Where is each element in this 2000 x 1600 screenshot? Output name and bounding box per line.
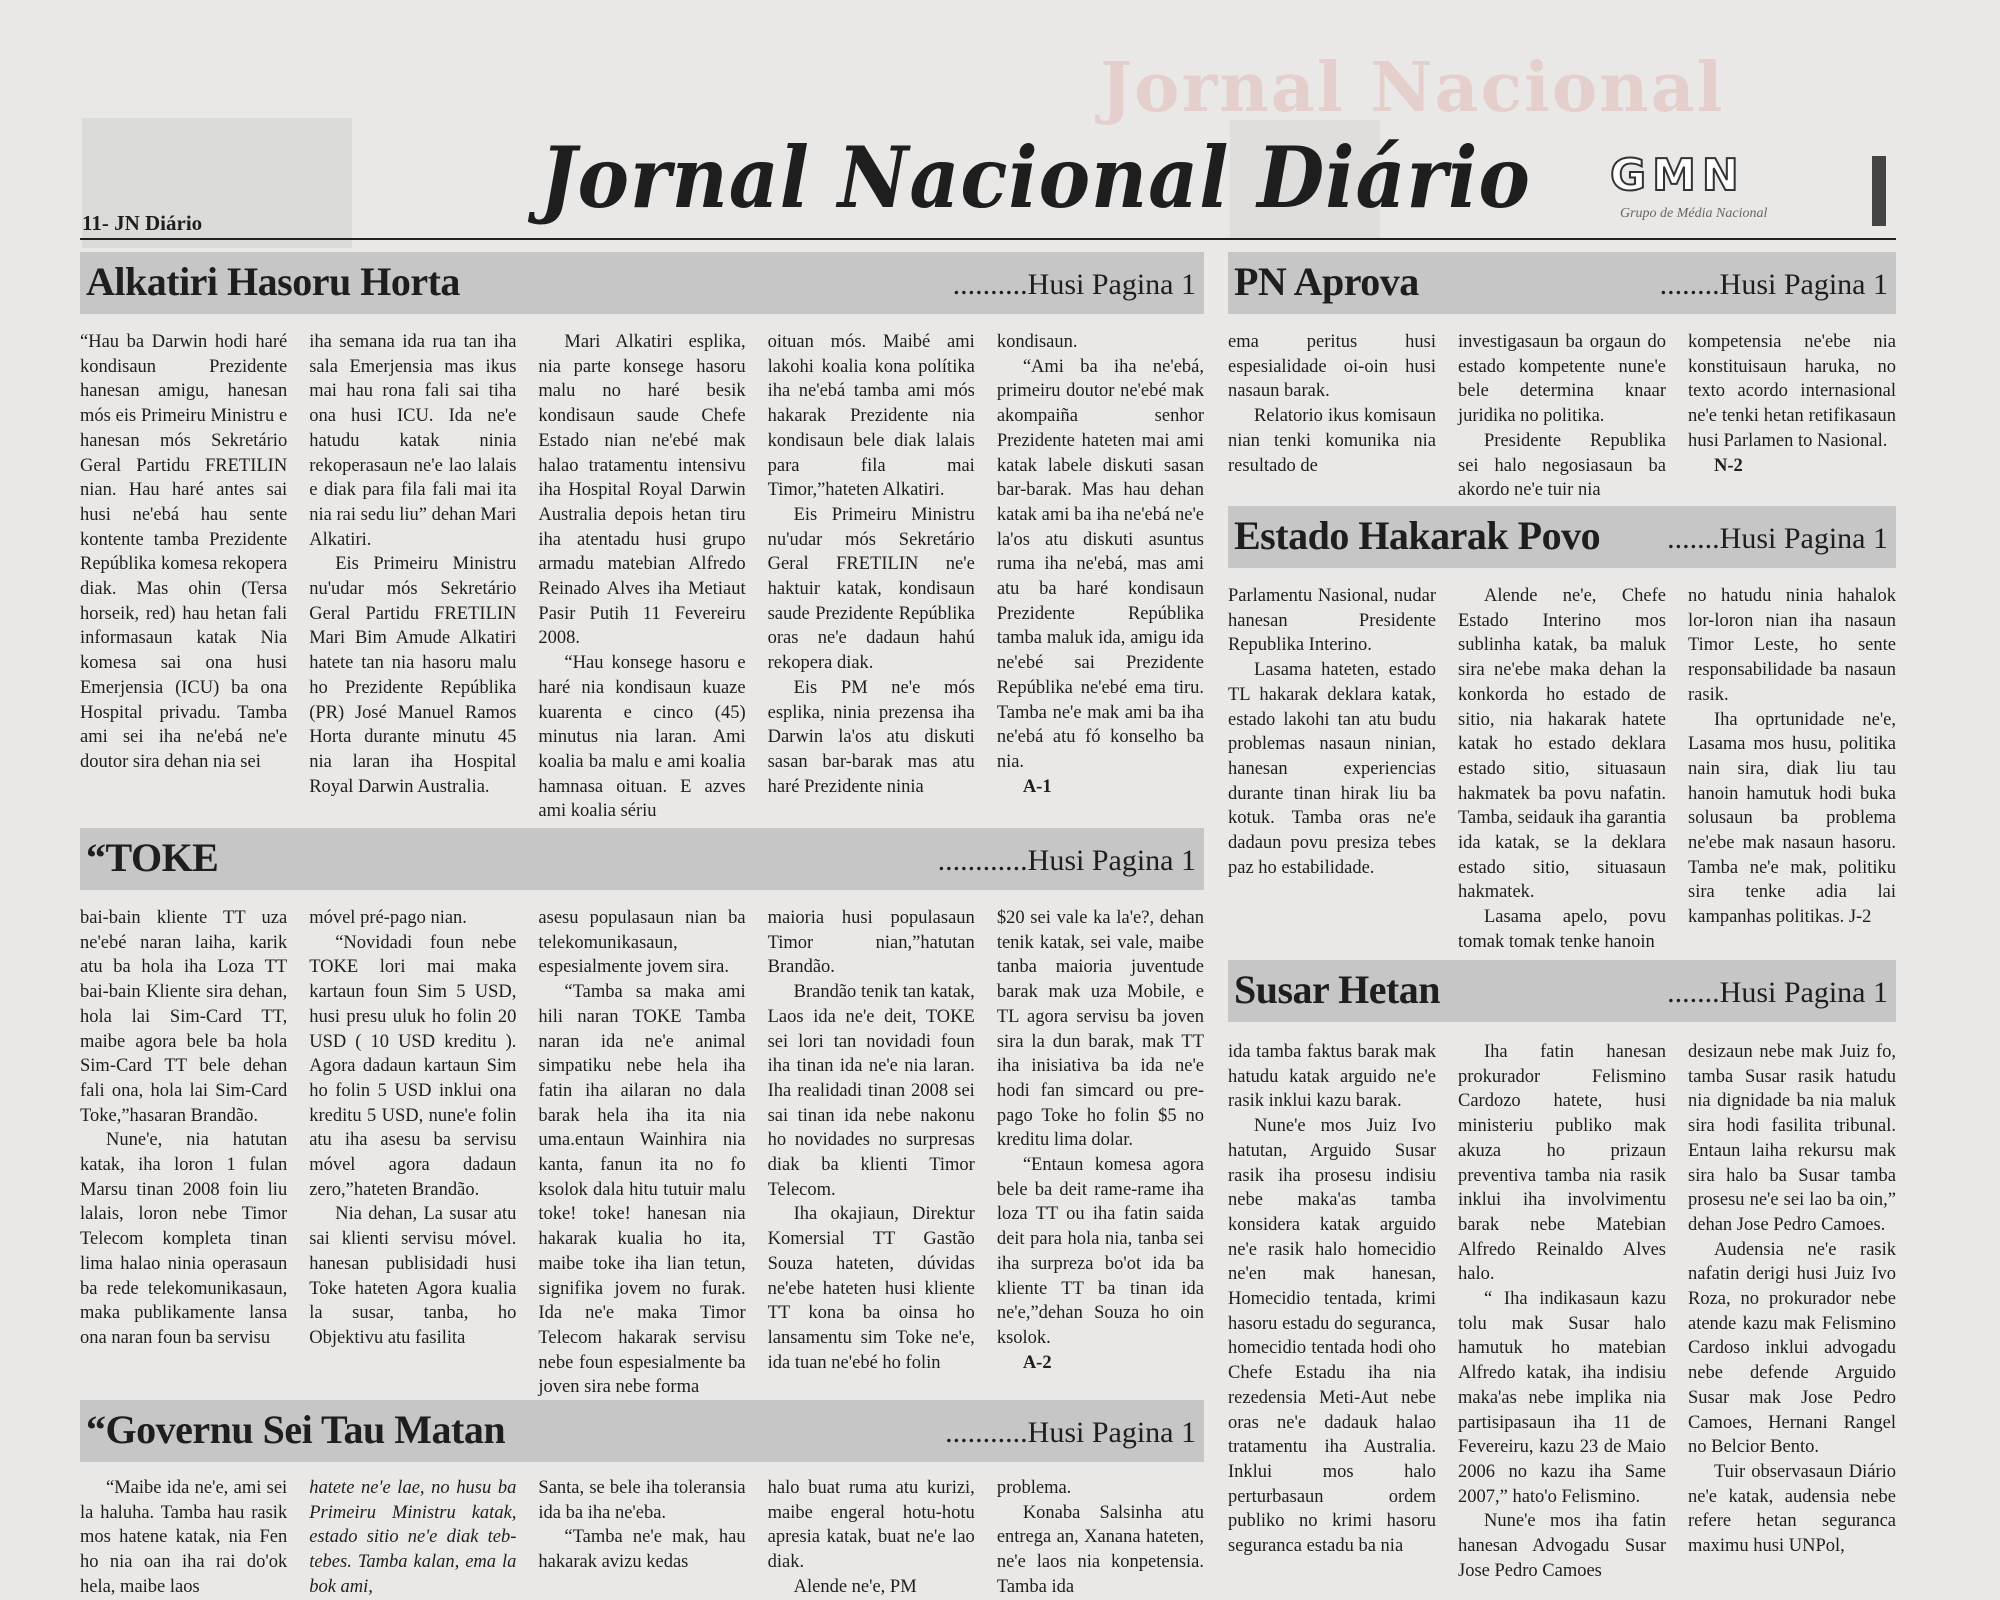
paragraph: Nune'e mos iha fatin hanesan Advogadu Susar Jose Pedro Camoes: [1458, 1511, 1666, 1581]
story-columns: [1228, 584, 1896, 960]
story-column: [768, 906, 975, 1400]
paragraph: Alende ne'e, Chefe Estado Interino mos sublinha katak, ba maluk sira ne'ebe maka dehan la konkorda ho estado de sitio, nia hakarak hatete katak ho estado deklara estado sitio, situasaun hakmatek ba povu nafatin. Tamba, seidauk iha garantia ida katak, se la deklara estado sitio, situasaun hakmatek.: [1458, 586, 1666, 903]
paragraph: kompetensia ne'ebe nia konstituisaun haruka, no texto acordo internasional ne'e tenki hetan retifikasaun husi Parlamen to Nasional.: [1688, 332, 1896, 451]
paragraph: “Ami ba iha ne'ebá, primeiru doutor ne'ebé mak akompaiña senhor Prezidente hateten mai ami katak labele diskuti sasan bar-barak. Mas hau dehan katak ami ba iha ne'ebá ne'e la'os atu diskuti asuntus ruma iha ne'ebá, mas ami atu ba haré kondisaun Prezidente Repúblika tamba maluk ida, amigu ida ne'ebé sai Prezidente Repúblika ne'ebé ema tiru. Tamba ne'e mak ami ba iha ne'ebá atu fó konselho ba nia.: [996, 356, 1205, 772]
story-column: [1458, 1040, 1666, 1600]
paragraph: Lasama apelo, povu tomak tomak tenke hanoin: [1458, 907, 1666, 952]
story-governu-sei-tau-matan: [80, 1400, 1204, 1600]
newspaper-title: Jornal Nacional Diário: [540, 128, 1531, 227]
continued-from-label: ........Husi Pagina 1: [1659, 268, 1888, 301]
story-column: [997, 1476, 1204, 1600]
story-headline: Alkatiri Hasoru Horta: [86, 259, 460, 304]
paragraph: “Hau konsege hasoru e haré nia kondisaun kuaze kuarenta e cinco (45) minutus nia laran. Ami koalia ba malu e ami koalia hamnasa oituan. E azves ami koalia sériu: [538, 653, 746, 822]
paragraph: Eis Primeiru Ministru nu'udar mós Sekretário Geral Partidu FRETILIN Mari Bim Amude Alkatiri hatete tan nia hasoru malu ho Prezidente Repúblika (PR) José Manuel Ramos Horta durante minutu 45 nia laran iha Hospital Royal Darwin Australia.: [309, 554, 517, 797]
paragraph: “Tamba ne'e mak, hau hakarak avizu kedas: [538, 1527, 746, 1573]
paragraph: no hatudu ninia hahalok lor-loron nian iha nasaun Timor Leste, ho sente responsabilidade ba nasaun rasik.: [1688, 586, 1896, 705]
paragraph: Iha okajiaun, Direktur Komersial TT Gastão Souza hateten, dúvidas ne'ebe hateten husi kliente TT kona ba oinsa ho lansamentu sim Toke ne'e, ida tuan ne'ebé ho folin: [767, 1204, 975, 1373]
paragraph: Santa, se bele iha toleransia ida ba iha ne'eba.: [538, 1478, 746, 1523]
story-headline-bar: [1228, 252, 1896, 314]
story-columns: [80, 906, 1204, 1400]
story-column: [1688, 1040, 1896, 1600]
paragraph: investigasaun ba orgaun do estado kompetente nune'e bele determina knaar juridika no politika.: [1458, 332, 1666, 427]
paragraph: Relatorio ikus komisaun nian tenki komunika nia resultado de: [1228, 406, 1436, 476]
story-columns: [1228, 330, 1896, 501]
story-column: [1228, 1040, 1436, 1600]
story-headline: PN Aprova: [1234, 259, 1419, 304]
story-columns: [1228, 1040, 1896, 1600]
story-column: [768, 1476, 975, 1600]
paragraph: iha semana ida rua tan iha sala Emerjensia mas ikus mai hau rona fali sai tiha ona husi ICU. Ida ne'e hatudu katak ninia rekoperasaun ne'e lao lalais e diak para fila fali mai ita nia rai sedu liu” dehan Mari Alkatiri.: [309, 332, 517, 550]
story-headline-bar: [1228, 960, 1896, 1022]
paragraph: asesu populasaun nian ba telekomunikasaun, espesialmente jovem sira.: [538, 908, 746, 978]
story-headline: Susar Hetan: [1234, 967, 1441, 1012]
paragraph: bai-bain kliente TT uza ne'ebé naran laiha, karik atu ba hola iha Loza TT bai-bain Kliente sira dehan, hola lai Sim-Card TT, maibe agora bele ba hola Sim-Card TT bele dehan fali ona, hola lai Sim-Card Toke,”hasaran Brandão.: [80, 908, 288, 1126]
paragraph: $20 sei vale ka la'e?, dehan tenik katak, sei vale, maibe tanba maioria juventude barak mak uza Mobile, e TL agora servisu ba joven sira la dun barak, mak TT iha inisiativa ba ida ne'e hodi fan simcard ou pre-pago Toke ho folin $5 no kreditu lima dolar.: [996, 908, 1205, 1151]
logo-bar-icon: [1872, 156, 1886, 226]
page-number: 11- JN Diário: [82, 211, 203, 235]
story-signature: A-2: [1022, 1352, 1052, 1373]
paragraph: Lasama hateten, estado TL hakarak deklara katak, estado lakohi tan atu budu problemas nasaun ninian, hanesan experiencias durante tinan hirak liu ba kotuk. Tamba oras ne'e dadaun povu presiza tebes paz ho estabilidade.: [1228, 660, 1436, 878]
paragraph: Mari Alkatiri esplika, nia parte konsege hasoru malu no haré besik kondisaun saude Chefe Estado nian ne'ebé mak halao tratamentu intensivu iha Hospital Royal Darwin Australia depois hetan tiru iha atentadu husi grupo armadu matebian Alfredo Reinado Alves iha Metiaut Pasir Putih 11 Fevereiru 2008.: [538, 332, 746, 649]
paragraph: “Hau ba Darwin hodi haré kondisaun Prezidente hanesan amigu, hanesan mós eis Primeiru Ministru e hanesan mós Sekretário Geral Partidu FRETILIN nian. Hau haré antes sai husi ne'ebá hau sente kontente tamba Prezidente Repúblika komesa rekopera diak. Mas ohin (Tersa horseik, red) hau hetan fali informasaun katak Nia komesa sai ona husi Emerjensia (ICU) ba ona Hospital privadu. Tamba ami sei iha ne'ebá ne'e doutor sira dehan nia sei: [80, 332, 288, 772]
story-column: [80, 330, 287, 824]
bleed-through-ghost-title: Jornal Nacional: [1100, 48, 1725, 128]
story-column: [80, 906, 287, 1400]
paragraph: Audensia ne'e rasik nafatin derigi husi Juiz Ivo Roza, no prokurador nebe atende kazu mak Felismino Cardoso inklui advogadu nebe defende Arguido Susar mak Jose Pedro Camoes, Hernani Rangel no Belcior Bento.: [1688, 1239, 1896, 1458]
story-column: [538, 1476, 745, 1600]
paragraph: problema.: [996, 1478, 1072, 1498]
story-pn-aprova: [1228, 252, 1896, 502]
story-column: [309, 906, 516, 1400]
story-estado-hakarak-povo: [1228, 506, 1896, 960]
story-signature: A-1: [1022, 776, 1052, 797]
paragraph: Eis PM ne'e mós esplika, ninia prezensa iha Darwin la'os atu diskuti sasan bar-barak mas atu haré Prezidente ninia: [767, 677, 975, 797]
paragraph: Nune'e, nia hatutan katak, iha loron 1 fulan Marsu tinan 2008 foin liu lalais, loron nebe Timor Telecom kompleta tinan lima halao ninia operasaun ba rede telekomunikasaun, maka publikamente lansa ona naran foun ba servisu: [80, 1130, 288, 1348]
story-column: [1458, 584, 1666, 960]
continued-from-label: .......Husi Pagina 1: [1667, 976, 1888, 1009]
paragraph: “ Iha indikasaun kazu tolu mak Susar halo hamutuk ho matebian Alfredo katak, iha indisiu maka'as nebe implika nia partisipasaun iha 11 de Fevereiru, kazu 23 de Maio 2006 no kazu iha Same 2007,” hato'o Felismino.: [1458, 1289, 1666, 1507]
story-alkatiri-hasoru-horta: [80, 252, 1204, 822]
paragraph: maioria husi populasaun Timor nian,”hatutan Brandão.: [767, 908, 975, 978]
paragraph: hatete ne'e lae, no husu ba Primeiru Ministru katak, estado sitio ne'e diak teb-tebes. Tamba kalan, ema la bok ami,: [309, 1478, 517, 1597]
paragraph: Tuir observasaun Diário ne'e katak, audensia nebe refere hetan seguranca maximu husi UNPol,: [1688, 1461, 1896, 1557]
continued-from-label: .......Husi Pagina 1: [1667, 522, 1888, 555]
story-column: [538, 330, 745, 824]
story-column: [1228, 330, 1436, 476]
continued-from-label: ..........Husi Pagina 1: [952, 268, 1196, 301]
continued-from-label: ............Husi Pagina 1: [937, 844, 1196, 877]
story-columns: [80, 1476, 1204, 1600]
paragraph: ida tamba faktus barak mak hatudu katak arguido ne'e rasik inklui kazu barak.: [1228, 1042, 1436, 1112]
story-column: [997, 330, 1204, 824]
masthead: [80, 120, 1896, 240]
story-column: [1228, 584, 1436, 960]
story-susar-hetan: [1228, 960, 1896, 1600]
story-column: [1458, 330, 1666, 501]
story-column: [997, 906, 1204, 1400]
logo-text: GMN: [1610, 150, 1745, 201]
gmn-logo: [1610, 150, 1896, 232]
paragraph: oituan mós. Maibé ami lakohi koalia kona polítika iha ne'ebá tamba ami mós hakarak Prezidente nia kondisaun bele diak lalais para fila mai Timor,”hateten Alkatiri.: [767, 332, 975, 501]
paragraph: Eis Primeiru Ministru nu'udar mós Sekretário Geral FRETILIN ne'e haktuir katak, kondisaun saude Prezidente Repúblika oras ne'e dadaun hahú rekopera diak.: [767, 504, 975, 674]
story-column: [1688, 330, 1896, 476]
paragraph: “Entaun komesa agora bele ba deit rame-rame iha loza TT ou iha fatin saida deit para hola nia, tanba sei iha surpreza bo'ot ida ba kliente TT ba tinan ida ne'e,”dehan Souza ho oin ksolok.: [996, 1155, 1205, 1348]
paragraph: kondisaun.: [996, 332, 1078, 352]
story-headline-bar: [80, 828, 1204, 890]
paragraph: “Tamba sa maka ami hili naran TOKE Tamba naran ida ne'e animal simpatiku nebe hela iha fatin iha ailaran no dala barak hela iha ita nia uma.entaun Wainhira nia kanta, fanun ita no fo ksolok dala hitu tutuir malu toke! toke! hanesan nia hakarak kualia ho ita, maibe toke iha lian tetun, signifika jovem no furak. Ida ne'e maka Timor Telecom hakarak servisu nebe foun espesialmente ba joven sira nebe forma: [538, 982, 746, 1398]
paragraph: “Maibe ida ne'e, ami sei la haluha. Tamba hau rasik mos hatene katak, nia Fen ho nia oan iha rai do'ok hela, maibe laos: [80, 1478, 288, 1597]
paragraph: “Novidadi foun nebe TOKE lori mai maka kartaun foun Sim 5 USD, husi presu uluk ho folin 20 USD ( 10 USD kreditu ). Agora dadaun kartaun Sim ho folin 5 USD inklui ona kreditu 5 USD, nune'e folin atu iha asesu ba servisu móvel agora dadaun zero,”hateten Brandão.: [309, 932, 517, 1200]
paragraph: Nune'e mos Juiz Ivo hatutan, Arguido Susar rasik iha prosesu indisiu nebe maka'as tamba konsidera katak arguido ne'e rasik halo homecidio ne'en mak hanesan, Homecidio tentada, krimi hasoru estadu do seguranca, homecidio tentada hodi oho Chefe Estadu iha nia rezedensia Meti-Aut nebe oras ne'e dadauk halao tratamentu iha Australia. Inklui mos halo perturbasaun ordem publiko no krimi hasoru seguranca estadu ba nia: [1228, 1116, 1436, 1557]
story-headline: “TOKE: [86, 835, 219, 880]
paragraph: Brandão tenik tan katak, Laos ida ne'e deit, TOKE sei lori tan novidadi foun iha tinan ida ne'e nia laran. Iha realidadi tinan 2008 sei sai tinan ida nebe nakonu ho novidades no surpresas diak ba klienti Timor Telecom.: [767, 982, 975, 1200]
paragraph: Konaba Salsinha atu entrega an, Xanana hateten, ne'e laos nia konpetensia. Tamba ida: [996, 1502, 1205, 1597]
story-headline: Estado Hakarak Povo: [1234, 513, 1601, 558]
story-column: [80, 1476, 287, 1600]
story-headline-bar: [80, 1400, 1204, 1462]
paragraph: desizaun nebe mak Juiz fo, tamba Susar rasik hatudu nia dignidade ba nia maluk sira hodi fasilita tribunal. Entaun laiha rekursu mak sira halo ba Susar tamba prosesu ne'e sei lao ba oin,” dehan Jose Pedro Camoes.: [1688, 1042, 1896, 1235]
story-headline-bar: [1228, 506, 1896, 568]
paragraph: ema peritus husi espesialidade oi-oin husi nasaun barak.: [1228, 332, 1436, 402]
story-column: [768, 330, 975, 824]
paragraph: Nia dehan, La susar atu sai klienti servisu móvel. hanesan publisidadi husi Toke hateten Agora kualia la susar, tanba, ho Objektivu atu fasilita: [309, 1204, 517, 1348]
paragraph: Parlamentu Nasional, nudar hanesan Presidente Republika Interino.: [1228, 586, 1436, 656]
story-signature: N-2: [1714, 455, 1743, 476]
story-column: [1688, 584, 1896, 960]
paragraph: halo buat ruma atu kurizi, maibe engeral hotu-hotu apresia katak, buat ne'e lao diak.: [767, 1478, 975, 1573]
logo-subtitle: Grupo de Média Nacional: [1620, 206, 1768, 221]
story-column: [309, 1476, 516, 1600]
continued-from-label: ...........Husi Pagina 1: [945, 1416, 1196, 1449]
paragraph: móvel pré-pago nian.: [309, 908, 467, 928]
story-headline-bar: [80, 252, 1204, 314]
paragraph: Iha fatin hanesan prokurador Felismino Cardozo hatete, husi ministeriu publiko mak akuza ho prizaun preventiva tamba nia rasik inklui iha involvimentu barak nebe Matebian Alfredo Reinaldo Alves halo.: [1458, 1042, 1666, 1285]
paragraph: Presidente Republika sei halo negosiasaun ba akordo ne'e tuir nia: [1458, 430, 1666, 501]
paragraph: Iha oprtunidade ne'e, Lasama mos husu, politika nain sira, diak liu tau hanoin hamutuk hodi buka solusaun ba problema ne'ebe mak nasaun hasoru. Tamba ne'e mak, politiku sira tenke adia lai kampanhas politikas. J-2: [1688, 709, 1896, 928]
story-headline: “Governu Sei Tau Matan: [86, 1407, 506, 1452]
story-toke: [80, 828, 1205, 1398]
story-column: [309, 330, 516, 824]
paragraph: Alende ne'e, PM: [793, 1576, 917, 1597]
story-column: [538, 906, 745, 1400]
story-columns: [80, 330, 1204, 824]
